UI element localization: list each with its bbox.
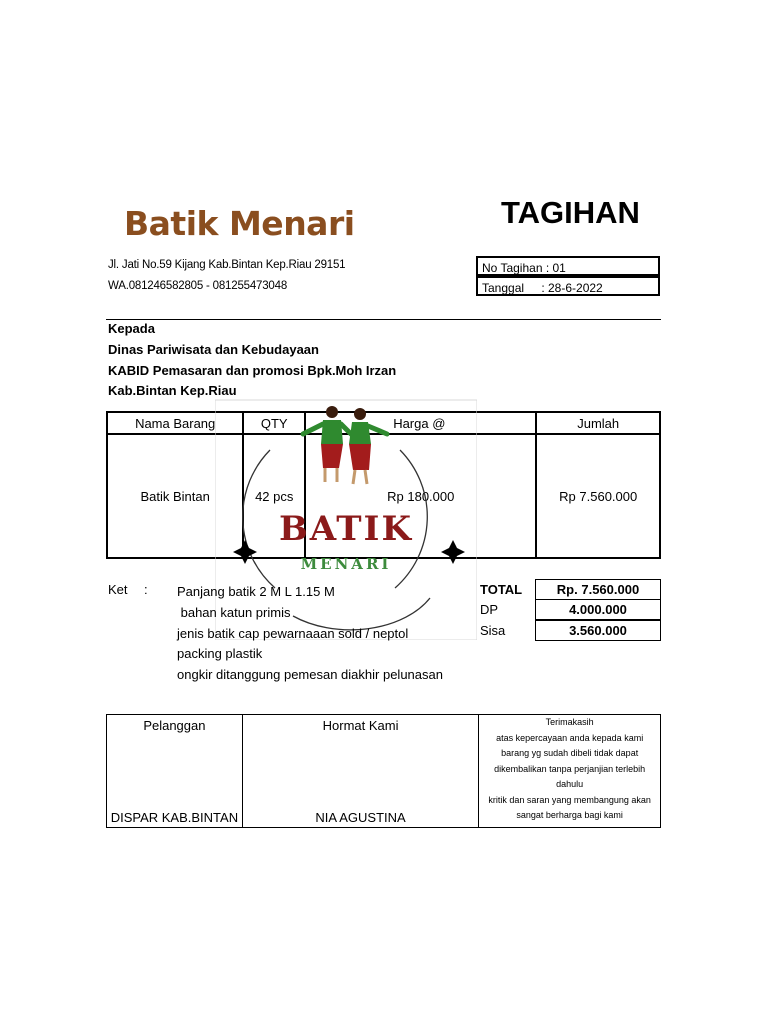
seller-name: NIA AGUSTINA <box>315 810 406 825</box>
list-item: packing plastik <box>177 646 263 662</box>
note-line: Terimakasih <box>545 717 594 727</box>
table-row <box>107 434 660 558</box>
col-header-harga: Harga @ <box>305 412 536 434</box>
note-line: barang yg sudah dibeli tidak dapat <box>501 748 639 758</box>
customer-label: Pelanggan <box>143 718 206 733</box>
seller-label: Hormat Kami <box>322 718 399 733</box>
dp-value: 4.000.000 <box>535 599 661 620</box>
list-item: bahan katun primis <box>177 604 291 620</box>
recipient-line-1: Dinas Pariwisata dan Kebudayaan <box>108 342 319 357</box>
cell-qty: 42 pcs <box>243 434 305 558</box>
watermark-word-menari: MENARI <box>300 555 392 573</box>
total-label: TOTAL <box>480 582 523 597</box>
company-address: Jl. Jati No.59 Kijang Kab.Bintan Kep.Riau 29151 <box>108 259 346 271</box>
dp-label: DP <box>480 602 499 617</box>
col-header-jumlah: Jumlah <box>536 412 660 434</box>
header-divider <box>106 319 661 320</box>
seller-cell <box>242 715 479 828</box>
invoice-date-label: Tanggal <box>482 281 525 295</box>
col-header-qty: QTY <box>243 412 305 434</box>
note-line: sangat berharga bagi kami <box>516 810 623 820</box>
notes-label: Ket <box>108 582 128 597</box>
brand-logo <box>124 204 355 243</box>
col-header-nama-barang: Nama Barang <box>107 412 243 434</box>
company-phone: WA.081246582805 - 081255473048 <box>108 280 288 292</box>
thank-you-note <box>479 715 661 828</box>
invoice-date-box <box>476 276 660 296</box>
invoice-date-value: : 28-6-2022 <box>541 281 603 295</box>
recipient-line-3: Kab.Bintan Kep.Riau <box>108 383 237 398</box>
items-table <box>106 411 661 559</box>
note-line: atas kepercayaan anda kepada kami <box>496 732 644 743</box>
watermark-word-batik: BATIK <box>278 509 414 549</box>
list-item: jenis batik cap pewarnaaan sold / neptol <box>177 625 409 641</box>
customer-cell <box>107 715 243 828</box>
table-header-row <box>107 412 660 434</box>
note-line: dahulu <box>556 779 584 789</box>
notes-list <box>177 582 443 686</box>
invoice-number-value: : 01 <box>545 261 566 275</box>
sisa-label: Sisa <box>480 623 506 638</box>
note-line: kritik dan saran yang membangung akan <box>488 794 651 805</box>
cell-jumlah: Rp 7.560.000 <box>536 434 660 558</box>
invoice-number-label: No Tagihan <box>482 261 543 275</box>
total-value: Rp. 7.560.000 <box>535 579 661 600</box>
list-item: Panjang batik 2 M L 1.15 M <box>177 584 335 599</box>
recipient-label: Kepada <box>108 321 155 336</box>
list-item: ongkir ditanggung pemesan diakhir pelunasan <box>177 667 443 683</box>
sisa-value: 3.560.000 <box>535 620 661 641</box>
customer-name: DISPAR KAB.BINTAN <box>110 810 239 825</box>
cell-harga: Rp 180.000 <box>305 434 536 558</box>
signature-table <box>106 714 661 828</box>
logo-text-menari: Menari <box>228 204 355 243</box>
cell-nama-barang: Batik Bintan <box>107 434 243 558</box>
document-title: TAGIHAN <box>501 195 640 230</box>
invoice-number-box <box>476 256 660 276</box>
notes-colon: : <box>144 582 148 597</box>
logo-text-batik: Batik <box>124 204 218 243</box>
recipient-line-2: KABID Pemasaran dan promosi Bpk.Moh Irzan <box>108 363 397 378</box>
note-line: dikembalikan tanpa perjanjian terlebih <box>494 763 646 774</box>
